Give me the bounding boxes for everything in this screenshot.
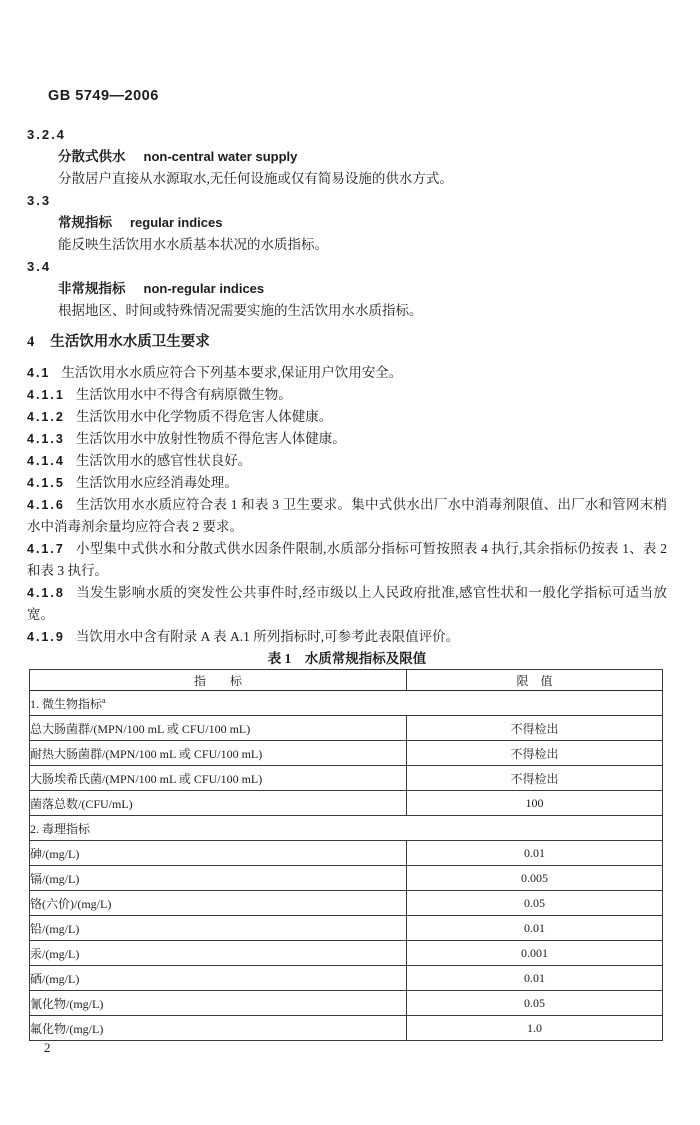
table-row bbox=[30, 941, 663, 966]
table-row bbox=[30, 841, 663, 866]
term-definition: 分散居户直接从水源取水,无任何设施或仅有简易设施的供水方式。 bbox=[58, 171, 453, 186]
footnote-marker: a bbox=[102, 695, 106, 705]
clause-text: 当发生影响水质的突发性公共事件时,经市级以上人民政府批准,感官性状和一般化学指标可适当放宽。 bbox=[27, 585, 667, 622]
term-en: non-central water supply bbox=[143, 149, 298, 164]
clause-4-1-4 bbox=[27, 450, 667, 472]
limit-cell: 不得检出 bbox=[407, 766, 663, 791]
group-label-text: 2. 毒理指标 bbox=[30, 821, 91, 836]
indicator-cell: 砷/(mg/L) bbox=[30, 841, 407, 866]
table-row bbox=[30, 991, 663, 1016]
indicator-cell: 硒/(mg/L) bbox=[30, 966, 407, 991]
table1-title: 表 1 水质常规指标及限值 bbox=[267, 651, 427, 666]
group-label bbox=[30, 691, 663, 716]
clause-4-1-6 bbox=[27, 494, 667, 538]
table-header-row bbox=[30, 670, 663, 691]
clause-number: 4.1.9 bbox=[27, 630, 65, 644]
limit-cell: 0.01 bbox=[407, 966, 663, 991]
indicator-cell: 汞/(mg/L) bbox=[30, 941, 407, 966]
limit-cell: 0.05 bbox=[407, 991, 663, 1016]
term-name bbox=[27, 146, 667, 168]
clause-number: 3.4 bbox=[27, 259, 52, 274]
clause-number: 4.1.2 bbox=[27, 410, 65, 424]
term-name bbox=[27, 212, 667, 234]
page-number: 2 bbox=[44, 1040, 51, 1055]
clause-number: 4.1.6 bbox=[27, 498, 65, 512]
clause-text: 生活饮用水水质应符合下列基本要求,保证用户饮用安全。 bbox=[61, 365, 403, 380]
term-zh: 分散式供水 bbox=[58, 149, 126, 164]
clause-number: 4.1.1 bbox=[27, 388, 65, 402]
indicator-cell: 镉/(mg/L) bbox=[30, 866, 407, 891]
clause-text: 生活饮用水应经消毒处理。 bbox=[75, 475, 238, 490]
group-label bbox=[30, 816, 663, 841]
indicator-cell: 铬(六价)/(mg/L) bbox=[30, 891, 407, 916]
limit-cell: 0.005 bbox=[407, 866, 663, 891]
clause-text: 生活饮用水中不得含有病原微生物。 bbox=[75, 387, 292, 402]
table-row bbox=[30, 966, 663, 991]
term-clause-3-4 bbox=[27, 256, 667, 322]
term-en: regular indices bbox=[130, 215, 223, 230]
clause-number: 4.1 bbox=[27, 366, 51, 380]
table-row bbox=[30, 916, 663, 941]
limit-cell: 100 bbox=[407, 791, 663, 816]
doc-code: GB 5749—2006 bbox=[48, 88, 159, 104]
indicator-cell: 菌落总数/(CFU/mL) bbox=[30, 791, 407, 816]
term-clause-3-3 bbox=[27, 190, 667, 256]
page-content bbox=[27, 124, 667, 1041]
table-row bbox=[30, 1016, 663, 1041]
clause-4-1-5 bbox=[27, 472, 667, 494]
chapter-number: 4 bbox=[27, 334, 35, 350]
clause-4-1 bbox=[27, 362, 667, 384]
group-label-text: 1. 微生物指标 bbox=[30, 696, 103, 711]
clause-4-1-2 bbox=[27, 406, 667, 428]
table-group-row bbox=[30, 691, 663, 716]
clause-text: 生活饮用水中放射性物质不得危害人体健康。 bbox=[75, 431, 346, 446]
indicator-cell: 耐热大肠菌群/(MPN/100 mL 或 CFU/100 mL) bbox=[30, 741, 407, 766]
term-definition: 能反映生活饮用水水质基本状况的水质指标。 bbox=[58, 237, 328, 252]
clause-4-1-1 bbox=[27, 384, 667, 406]
table-row bbox=[30, 891, 663, 916]
limit-cell: 0.001 bbox=[407, 941, 663, 966]
term-zh: 常规指标 bbox=[58, 215, 112, 230]
table-group-row bbox=[30, 816, 663, 841]
clause-number: 4.1.5 bbox=[27, 476, 65, 490]
table-row bbox=[30, 866, 663, 891]
table1 bbox=[29, 669, 663, 1041]
clause-4-1-3 bbox=[27, 428, 667, 450]
clause-4-1-8 bbox=[27, 582, 667, 626]
clause-number: 3.2.4 bbox=[27, 127, 66, 142]
clause-4-1-9 bbox=[27, 626, 667, 648]
indicator-cell: 总大肠菌群/(MPN/100 mL 或 CFU/100 mL) bbox=[30, 716, 407, 741]
term-zh: 非常规指标 bbox=[58, 281, 126, 296]
limit-cell: 不得检出 bbox=[407, 741, 663, 766]
limit-cell: 0.01 bbox=[407, 916, 663, 941]
limit-cell: 0.05 bbox=[407, 891, 663, 916]
table-row bbox=[30, 741, 663, 766]
limit-cell: 不得检出 bbox=[407, 716, 663, 741]
term-clause-3-2-4 bbox=[27, 124, 667, 190]
indicator-cell: 氰化物/(mg/L) bbox=[30, 991, 407, 1016]
indicator-cell: 大肠埃希氏菌/(MPN/100 mL 或 CFU/100 mL) bbox=[30, 766, 407, 791]
col-header-indicator: 指 标 bbox=[30, 670, 407, 691]
clause-number: 4.1.8 bbox=[27, 586, 65, 600]
clause-number: 4.1.3 bbox=[27, 432, 65, 446]
col-header-limit: 限 值 bbox=[407, 670, 663, 691]
term-en: non-regular indices bbox=[143, 281, 265, 296]
clause-text: 生活饮用水水质应符合表 1 和表 3 卫生要求。集中式供水出厂水中消毒剂限值、出厂水和管网末梢水中消毒剂余量均应符合表 2 要求。 bbox=[27, 497, 667, 534]
clause-number: 4.1.7 bbox=[27, 542, 65, 556]
clause-4-1-7 bbox=[27, 538, 667, 582]
clause-text: 小型集中式供水和分散式供水因条件限制,水质部分指标可暂按照表 4 执行,其余指标仍按表 1、表 2 和表 3 执行。 bbox=[27, 541, 667, 578]
clause-text: 当饮用水中含有附录 A 表 A.1 所列指标时,可参考此表限值评价。 bbox=[75, 629, 460, 644]
term-name bbox=[27, 278, 667, 300]
chapter-heading bbox=[27, 330, 667, 354]
clause-number: 4.1.4 bbox=[27, 454, 65, 468]
indicator-cell: 氟化物/(mg/L) bbox=[30, 1016, 407, 1041]
clause-text: 生活饮用水的感官性状良好。 bbox=[75, 453, 252, 468]
clause-list bbox=[27, 362, 667, 648]
term-definition: 根据地区、时间或特殊情况需要实施的生活饮用水水质指标。 bbox=[58, 303, 423, 318]
clause-number: 3.3 bbox=[27, 193, 52, 208]
chapter-title: 生活饮用水水质卫生要求 bbox=[50, 334, 210, 350]
limit-cell: 1.0 bbox=[407, 1016, 663, 1041]
table-row bbox=[30, 791, 663, 816]
limit-cell: 0.01 bbox=[407, 841, 663, 866]
table-row bbox=[30, 766, 663, 791]
clause-text: 生活饮用水中化学物质不得危害人体健康。 bbox=[75, 409, 333, 424]
table-row bbox=[30, 716, 663, 741]
indicator-cell: 铅/(mg/L) bbox=[30, 916, 407, 941]
